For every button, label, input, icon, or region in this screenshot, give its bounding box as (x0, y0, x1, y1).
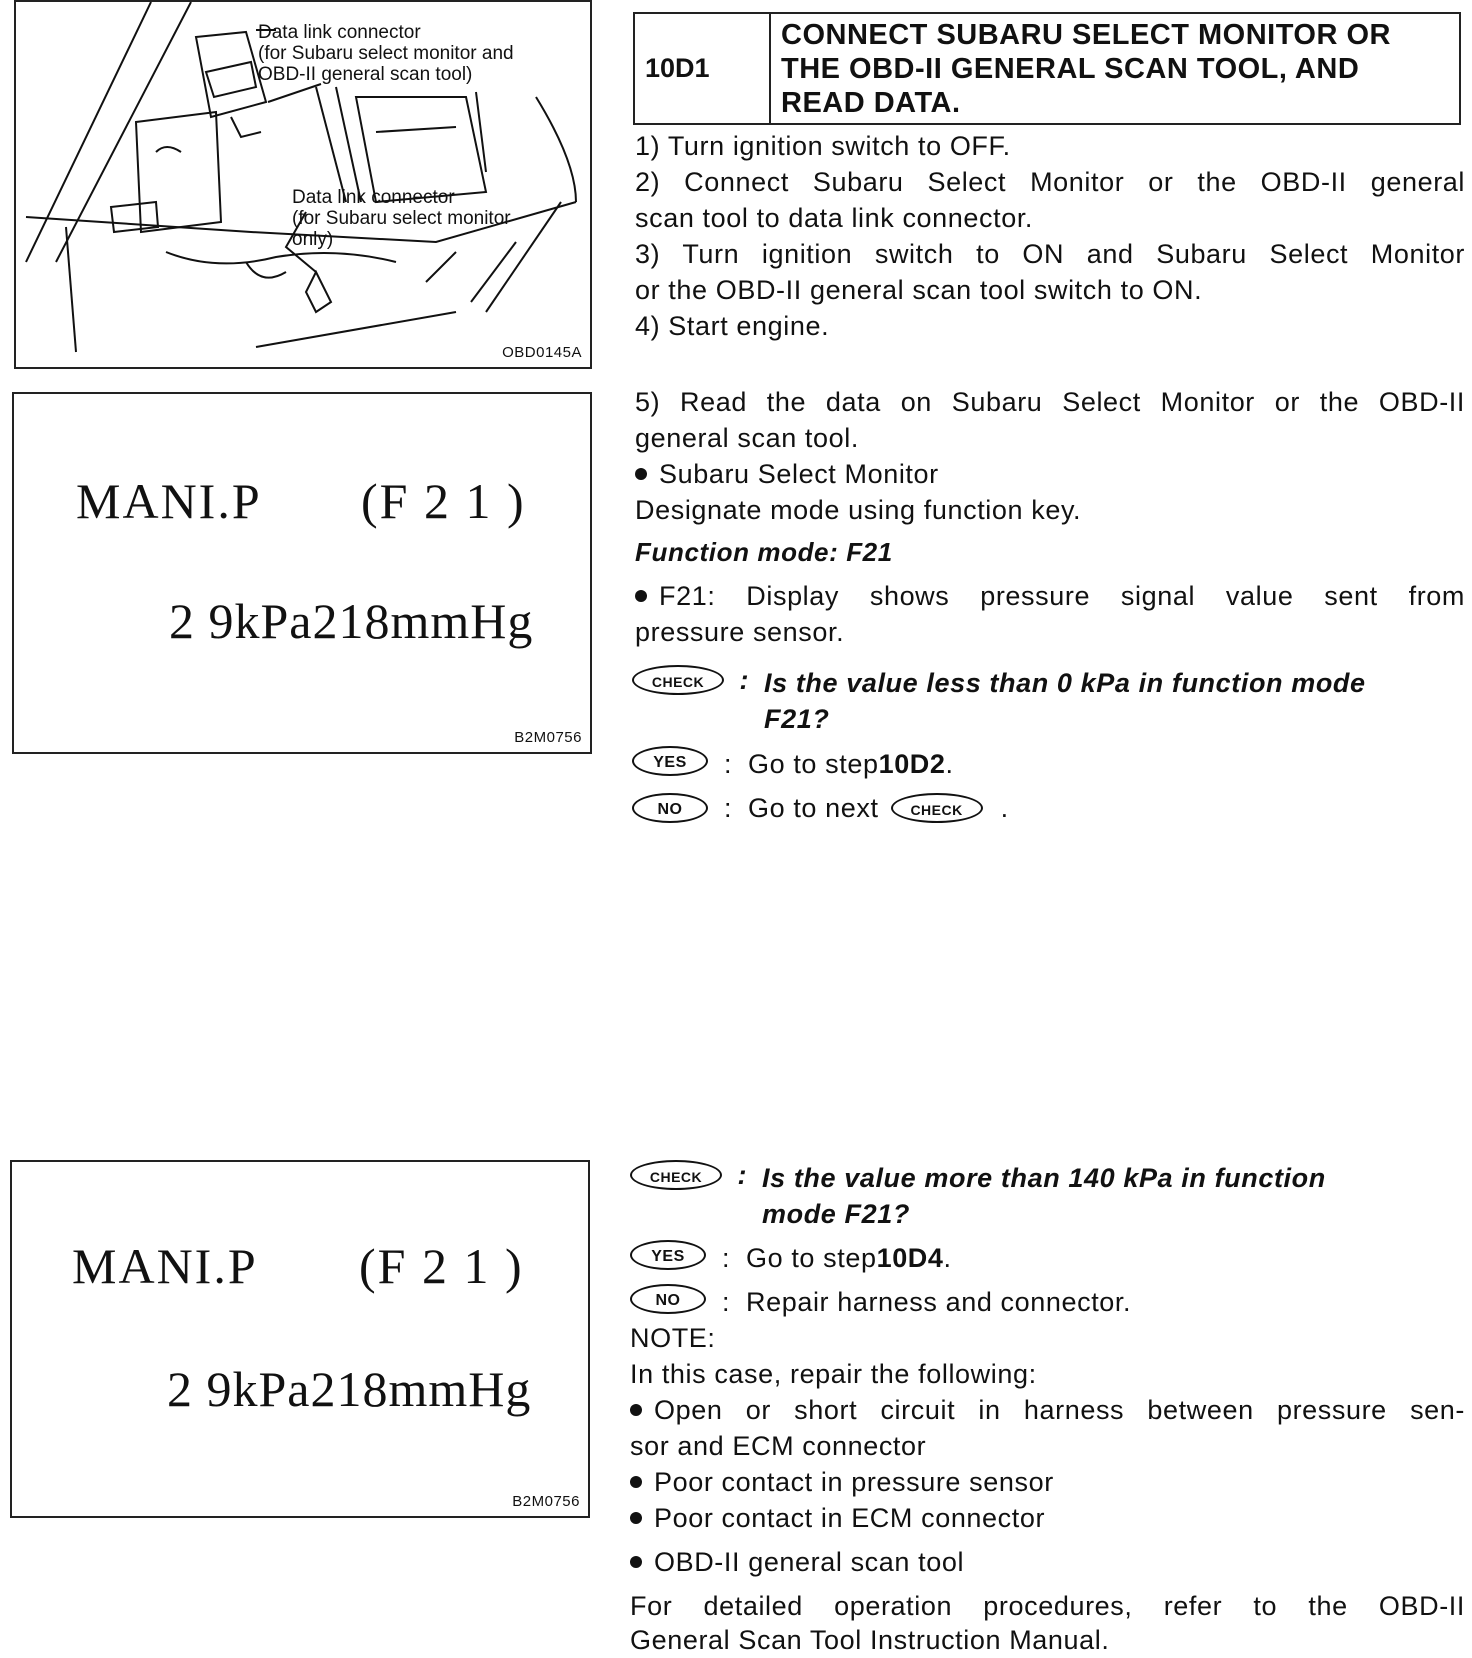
bullet-icon (630, 1556, 642, 1568)
check-badge: CHECK (630, 1160, 722, 1190)
question-line: Is the value less than 0 kPa in function mode (764, 668, 1366, 698)
no-badge: NO (632, 793, 708, 823)
note-bullet-3 (630, 1500, 1465, 1536)
no-badge: NO (630, 1284, 706, 1314)
monitor-display-2 (10, 1160, 590, 1518)
answer-text: Repair harness and connector. (746, 1287, 1132, 1317)
check-1 (632, 665, 1462, 737)
instruction-2: 2) Connect Subaru Select Monitor or the OBD-II general (635, 167, 1465, 197)
label-line: (for Subaru select monitor (292, 208, 511, 229)
figure-code: B2M0756 (514, 729, 582, 746)
display-mode-label: MANI.P (76, 473, 262, 529)
note-bullet-1 (630, 1392, 1465, 1428)
instruction-4: 4) Start engine. (635, 311, 830, 341)
separator: : (739, 665, 749, 695)
check-badge: CHECK (891, 793, 983, 823)
f21-description (635, 578, 1465, 614)
yes-badge: YES (630, 1240, 706, 1270)
instruction-2-cont: scan tool to data link connector. (635, 203, 1034, 233)
check-1-no (632, 790, 1009, 826)
instruction-3-cont: or the OBD-II general scan tool switch to ON. (635, 275, 1203, 305)
label-line: Data link connector (258, 22, 421, 43)
step-ref: 10D4 (876, 1243, 944, 1273)
answer-text: Go to next (748, 793, 879, 823)
bullet-icon (635, 468, 647, 480)
step-title-line: THE OBD-II GENERAL SCAN TOOL, AND (781, 53, 1360, 85)
check-2-yes (630, 1240, 952, 1276)
check-question (762, 1160, 1326, 1232)
step-ref: 10D2 (878, 749, 946, 779)
step-header (633, 12, 1461, 125)
note-bullet-1-cont: sor and ECM connector (630, 1431, 927, 1461)
display-mode-code: (F 2 1 ) (359, 1238, 524, 1294)
note-reference: For detailed operation procedures, refer to the OBD-II (630, 1591, 1465, 1621)
check-badge: CHECK (632, 665, 724, 695)
question-line: Is the value more than 140 kPa in function (762, 1163, 1326, 1193)
f21-description-cont: pressure sensor. (635, 617, 845, 647)
answer-text: Go to step (746, 1243, 877, 1273)
separator: : (723, 793, 733, 823)
separator: : (721, 1243, 731, 1273)
instruction-5: 5) Read the data on Subaru Select Monitor or the OBD-II (635, 387, 1465, 417)
connector-label-main (258, 22, 514, 85)
note-section (630, 1320, 1465, 1655)
note-reference-cont: General Scan Tool Instruction Manual. (630, 1625, 1110, 1655)
instruction-3: 3) Turn ignition switch to ON and Subaru Select Monitor (635, 239, 1465, 269)
bullet-ssm (635, 456, 1465, 492)
bullet-text: F21: Display shows pressure signal value sent from (659, 581, 1465, 611)
step-number: 10D1 (635, 14, 771, 123)
connector-figure (14, 0, 592, 369)
check-question (764, 665, 1366, 737)
function-mode: Function mode: F21 (635, 537, 893, 567)
question-line: mode F21? (762, 1199, 910, 1229)
step-title-line: CONNECT SUBARU SELECT MONITOR OR (781, 19, 1391, 51)
bullet-icon (630, 1512, 642, 1524)
answer-suffix: . (945, 749, 954, 779)
separator: : (723, 749, 733, 779)
display-mode-label: MANI.P (72, 1238, 258, 1294)
note-heading: NOTE: (630, 1323, 716, 1353)
separator: : (737, 1160, 747, 1190)
instruction-5-cont: general scan tool. (635, 423, 859, 453)
check-2 (630, 1160, 1460, 1232)
figure-code: OBD0145A (502, 344, 582, 361)
bullet-icon (630, 1476, 642, 1488)
step-title-line: READ DATA. (781, 87, 961, 119)
check-2-no (630, 1284, 1131, 1320)
designate-text: Designate mode using function key. (635, 495, 1082, 525)
label-line: only) (292, 229, 334, 250)
answer-text: Go to step (748, 749, 879, 779)
note-bullet-4 (630, 1544, 1465, 1580)
monitor-display-1 (12, 392, 592, 754)
yes-badge: YES (632, 746, 708, 776)
step-title (771, 14, 1459, 123)
display-value: 2 9kPa218mmHg (169, 593, 534, 649)
instruction-1: 1) Turn ignition switch to OFF. (635, 131, 1011, 161)
label-line: Data link connector (292, 187, 455, 208)
bullet-text: Poor contact in ECM connector (654, 1503, 1046, 1533)
connector-label-ssm (292, 187, 511, 250)
bullet-text: Subaru Select Monitor (659, 459, 939, 489)
bullet-icon (635, 590, 647, 602)
question-line: F21? (764, 704, 830, 734)
separator: : (721, 1287, 731, 1317)
display-value: 2 9kPa218mmHg (167, 1361, 532, 1417)
check-1-yes (632, 746, 954, 782)
label-line: OBD-II general scan tool) (258, 64, 473, 85)
bullet-text: Open or short circuit in harness between pressure sen- (654, 1395, 1465, 1425)
bullet-text: Poor contact in pressure sensor (654, 1467, 1054, 1497)
note-bullet-2 (630, 1464, 1465, 1500)
label-line: (for Subaru select monitor and (258, 43, 514, 64)
display-mode-code: (F 2 1 ) (361, 473, 526, 529)
answer-suffix: . (943, 1243, 952, 1273)
answer-suffix: . (1000, 793, 1009, 823)
bullet-icon (630, 1404, 642, 1416)
figure-code: B2M0756 (512, 1493, 580, 1510)
note-intro: In this case, repair the following: (630, 1359, 1037, 1389)
bullet-text: OBD-II general scan tool (654, 1547, 965, 1577)
